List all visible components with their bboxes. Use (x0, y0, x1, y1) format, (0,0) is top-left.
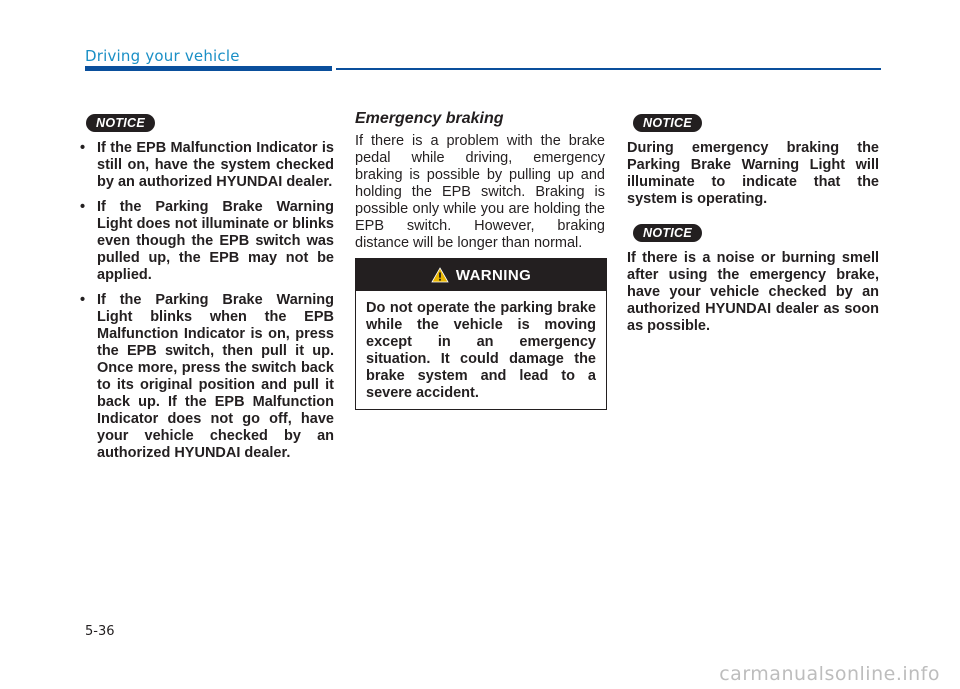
bullet-dot: • (80, 292, 86, 308)
emergency-braking-heading: Emergency braking (355, 110, 504, 127)
right-notice-1 (627, 140, 879, 208)
bullet-item (78, 140, 334, 191)
watermark-text: carmanualsonline.info (719, 663, 940, 685)
emergency-braking-paragraph: If there is a problem with the brake pedal while driving, emergency braking is possible by pulling up and holding the EPB switch. Braking is possible only while you are holding the EPB switch. However, braking distance will be longer than normal. (355, 133, 605, 251)
warning-title: WARNING (455, 266, 532, 284)
page-number: 5-36 (85, 624, 115, 639)
header-rule-thin (336, 68, 881, 70)
bullet-item (78, 292, 334, 462)
notice-badge-left: NOTICE (86, 114, 155, 132)
right-notice-2 (627, 250, 879, 335)
notice-bullet-list (78, 140, 334, 462)
notice-badge-right-1: NOTICE (633, 114, 702, 132)
left-column (78, 140, 334, 470)
notice-badge-right-2: NOTICE (633, 224, 702, 242)
bullet-text: If the Parking Brake Warning Light blinks when the EPB Malfunction Indicator is on, press the EPB switch, then pull it up. Once more, press the switch back to its original position and pull it back up. If the EPB Malfunction Indicator does not go off, have your vehicle checked by an authorized HYUNDAI dealer. (97, 292, 334, 461)
bullet-text: If the EPB Malfunction Indicator is still on, have the system checked by an authorized HYUNDAI dealer. (97, 140, 334, 190)
bullet-text: If the Parking Brake Warning Light does not illuminate or blinks even though the EPB switch was pulled up, the EPB may not be applied. (97, 199, 334, 283)
bullet-dot: • (80, 199, 86, 215)
header-rule-thick (85, 66, 332, 71)
notice-text-burning-smell: If there is a noise or burning smell after using the emergency brake, have your vehicle checked by an authorized HYUNDAI dealer as soon as possible. (627, 250, 879, 334)
bullet-dot: • (80, 140, 86, 156)
section-title: Driving your vehicle (85, 47, 240, 65)
middle-column (355, 110, 605, 252)
warning-header (356, 259, 606, 291)
warning-box (355, 258, 607, 410)
bullet-item (78, 199, 334, 284)
warning-triangle-icon (431, 267, 449, 283)
warning-text: Do not operate the parking brake while the vehicle is moving except in an emergency situation. It could damage the brake system and lead to a severe accident. (366, 300, 596, 401)
notice-text-emergency-light: During emergency braking the Parking Brake Warning Light will illuminate to indicate that the system is operating. (627, 140, 879, 207)
